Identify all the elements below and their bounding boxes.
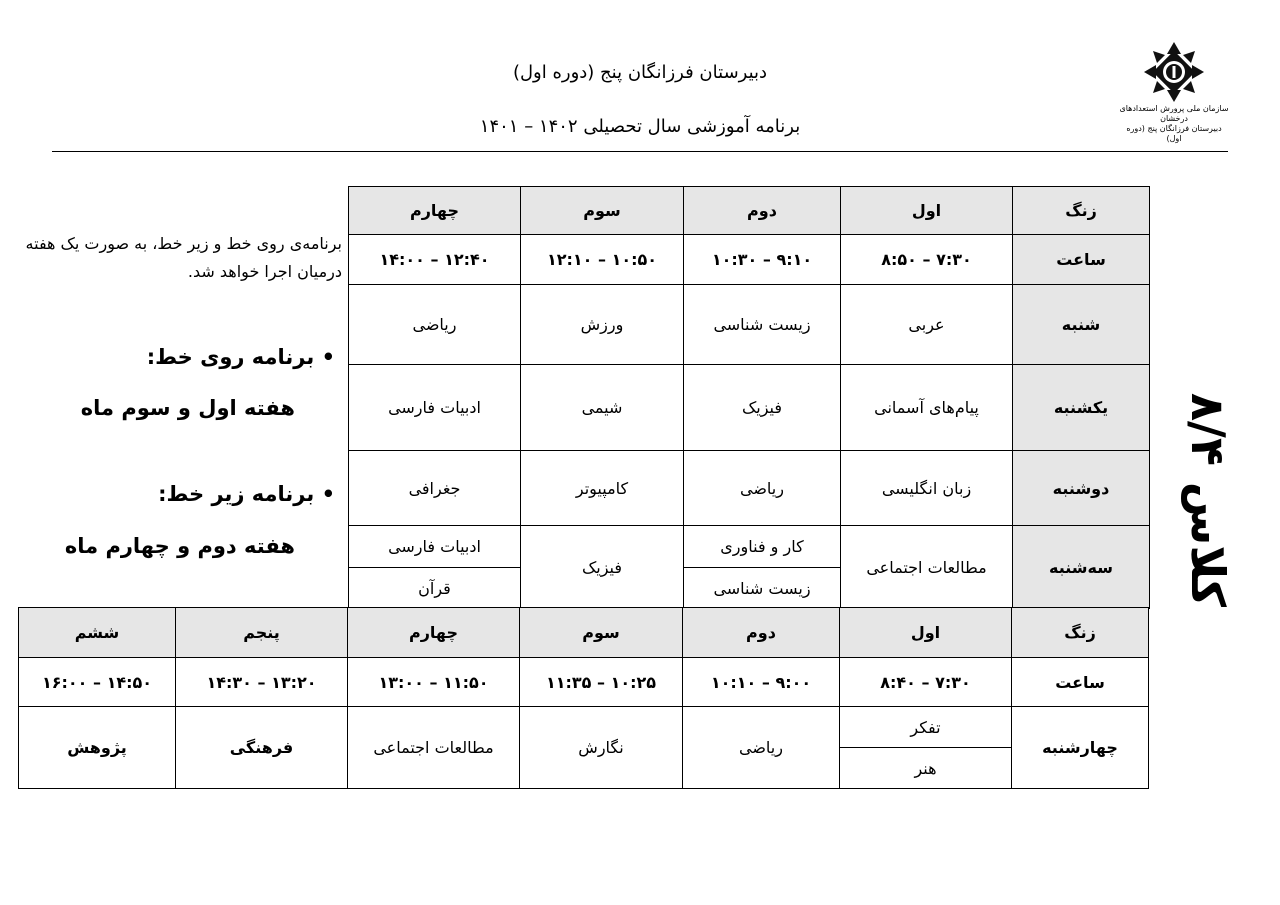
class-cell: جغرافی [349,451,521,526]
period-header: چهارم [349,187,521,235]
class-cell: مطالعات اجتماعی [841,526,1013,609]
under-line-value: هفته دوم و چهارم ماه [64,534,295,558]
logo-caption-line-2: دبیرستان فرزانگان پنج (دوره اول) [1126,124,1222,143]
logo-caption [1118,104,1230,144]
time-row [349,235,1150,285]
period-time: ۷:۳۰ – ۸:۵۰ [841,235,1013,285]
day-label: دوشنبه [1013,451,1150,526]
class-cell: فیزیک [684,365,841,451]
day-row [349,285,1150,365]
bullet-icon: • [321,482,335,506]
class-cell: زبان انگلیسی [841,451,1013,526]
period-header: دوم [683,608,840,658]
class-cell: ورزش [521,285,684,365]
schedule-note: برنامه‌ی روی خط و زیر خط، به صورت یک هفته درمیان اجرا خواهد شد. [25,234,342,281]
period-time: ۱۳:۲۰ – ۱۴:۳۰ [176,658,348,707]
period-header: اول [840,608,1012,658]
period-time: ۱۰:۵۰ – ۱۲:۱۰ [521,235,684,285]
class-label [1160,380,1255,620]
period-header: چهارم [348,608,520,658]
bell-row [349,187,1150,235]
weekly-schedule-table [348,186,1150,609]
class-cell: ریاضی [349,285,521,365]
over-line-value: هفته اول و سوم ماه [80,396,295,420]
class-cell: پژوهش [19,707,176,789]
day-row [349,365,1150,451]
class-cell: پیام‌های آسمانی [841,365,1013,451]
header-divider [52,151,1228,152]
period-header: دوم [684,187,841,235]
day-label: یکشنبه [1013,365,1150,451]
school-title: دبیرستان فرزانگان پنج (دوره اول) [512,62,768,83]
day-row [349,451,1150,526]
wednesday-schedule-table [18,607,1149,789]
class-cell-over-line: ادبیات فارسی [349,526,521,568]
class-cell: زیست شناسی [684,285,841,365]
under-line-label: برنامه زیر خط: [158,482,315,506]
class-cell: نگارش [520,707,683,789]
class-cell-over-line: تفکر [840,707,1012,748]
period-time: ۱۴:۵۰ – ۱۶:۰۰ [19,658,176,707]
class-cell: فیزیک [521,526,684,609]
class-cell: ادبیات فارسی [349,365,521,451]
period-time: ۷:۳۰ – ۸:۴۰ [840,658,1012,707]
period-time: ۹:۰۰ – ۱۰:۱۰ [683,658,840,707]
class-cell: عربی [841,285,1013,365]
class-cell-under-line: قرآن [349,568,521,609]
program-title: برنامه آموزشی سال تحصیلی ۱۴۰۲ – ۱۴۰۱ [479,116,801,137]
class-cell-under-line: هنر [840,748,1012,789]
logo-caption-line-1: سازمان ملی پرورش استعدادهای درخشان [1119,104,1229,123]
time-label: ساعت [1013,235,1150,285]
class-label-text: کلاس ۸/۴ [1180,392,1235,608]
period-time: ۹:۱۰ – ۱۰:۳۰ [684,235,841,285]
time-label: ساعت [1012,658,1149,707]
over-line-title [20,345,335,369]
class-cell: شیمی [521,365,684,451]
day-row [19,707,1149,748]
time-row [19,658,1149,707]
class-cell: مطالعات اجتماعی [348,707,520,789]
class-cell: ریاضی [683,707,840,789]
period-header: ششم [19,608,176,658]
class-cell: ریاضی [684,451,841,526]
period-time: ۱۱:۵۰ – ۱۳:۰۰ [348,658,520,707]
bell-label: زنگ [1013,187,1150,235]
period-header: سوم [520,608,683,658]
class-cell: کامپیوتر [521,451,684,526]
under-line-title [20,482,335,506]
day-label: سه‌شنبه [1013,526,1150,609]
class-cell-under-line: زیست شناسی [684,568,841,609]
bullet-icon: • [321,345,335,369]
period-header: پنجم [176,608,348,658]
period-header: سوم [521,187,684,235]
day-row [349,526,1150,568]
day-label: چهارشنبه [1012,707,1149,789]
over-line-label: برنامه روی خط: [146,345,315,369]
period-time: ۱۲:۴۰ – ۱۴:۰۰ [349,235,521,285]
period-time: ۱۰:۲۵ – ۱۱:۳۵ [520,658,683,707]
day-label: شنبه [1013,285,1150,365]
bell-label: زنگ [1012,608,1149,658]
period-header: اول [841,187,1013,235]
bell-row [19,608,1149,658]
class-cell: فرهنگی [176,707,348,789]
class-cell-over-line: کار و فناوری [684,526,841,568]
